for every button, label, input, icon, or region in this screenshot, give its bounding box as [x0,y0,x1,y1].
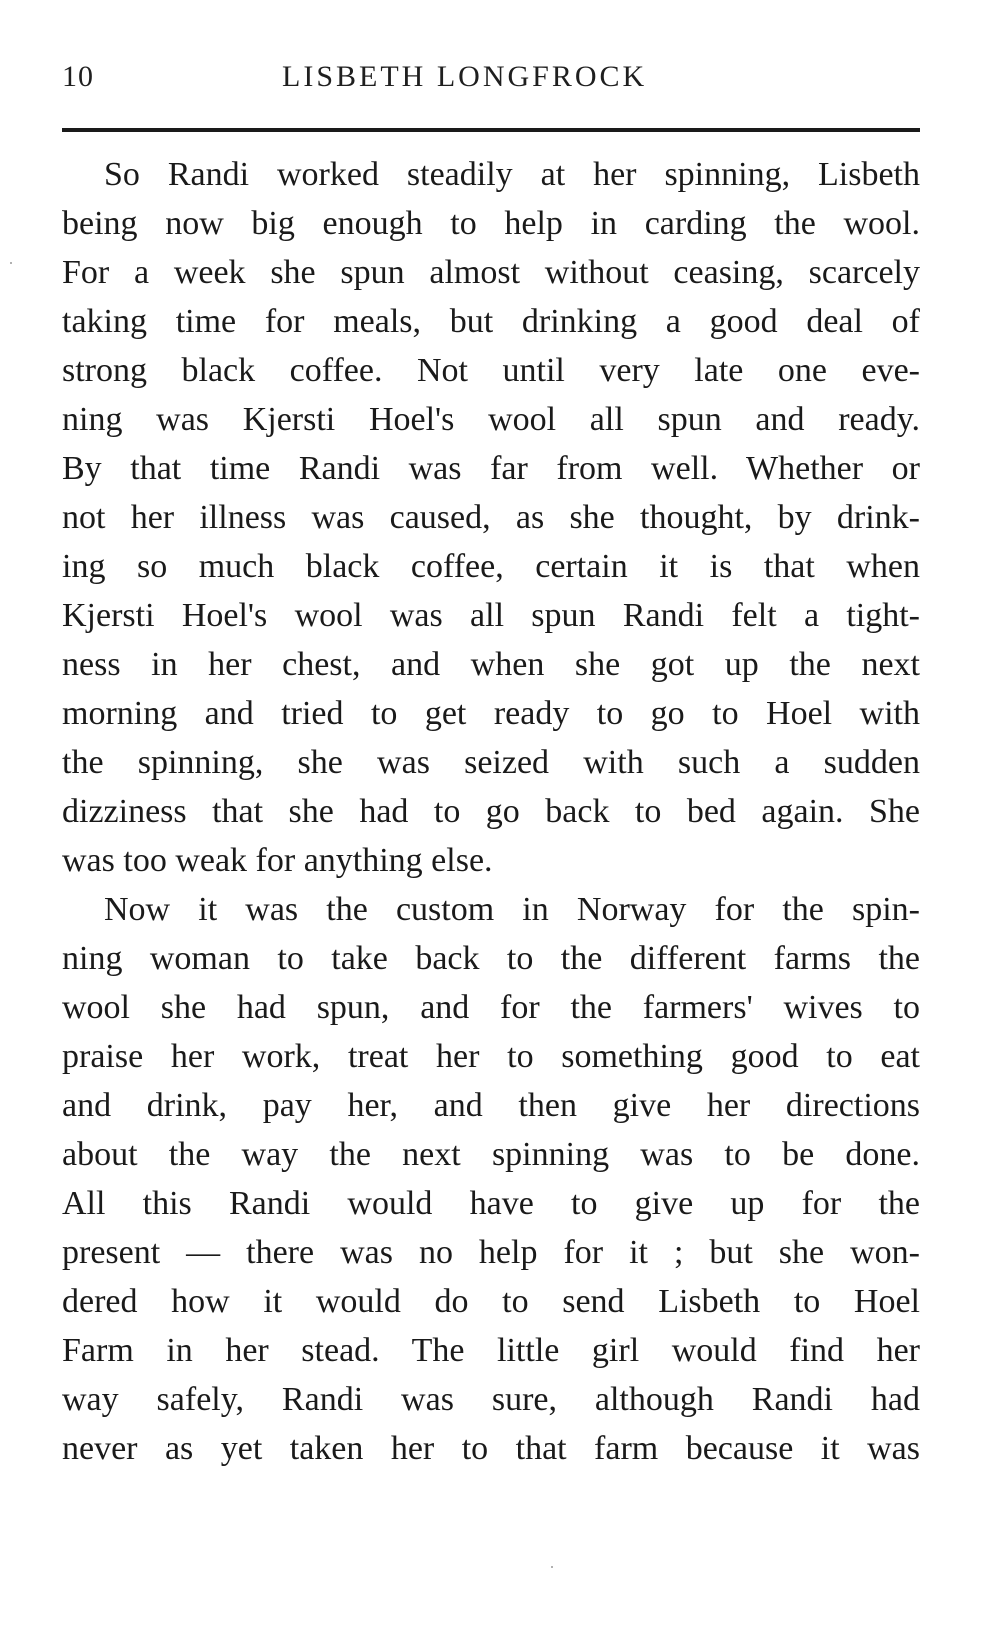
text-line: strong black coffee. Not until very late one eve- [62,352,920,389]
page-number: 10 [62,60,94,93]
text-line: For a week she spun almost without ceasing, scarcely [62,254,920,291]
text-line: wool she had spun, and for the farmers' wives to [62,989,920,1026]
text-line: the spinning, she was seized with such a sudden [62,744,920,781]
text-line: morning and tried to get ready to go to Hoel with [62,695,920,732]
text-line: way safely, Randi was sure, although Randi had [62,1381,920,1418]
paper-speck [10,262,12,264]
text-line: ning was Kjersti Hoel's wool all spun and ready. [62,401,920,438]
text-line: ing so much black coffee, certain it is that when [62,548,920,585]
running-head [62,56,918,104]
text-line: taking time for meals, but drinking a good deal of [62,303,920,340]
header-rule [62,128,920,132]
text-line: dered how it would do to send Lisbeth to Hoel [62,1283,920,1320]
text-line: By that time Randi was far from well. Whether or [62,450,920,487]
text-line: was too weak for anything else. [62,842,493,879]
text-line: dizziness that she had to go back to bed again. She [62,793,920,830]
text-line: not her illness was caused, as she thought, by drink- [62,499,920,536]
body-text [62,150,920,1473]
text-line: All this Randi would have to give up for the [62,1185,920,1222]
text-line: ness in her chest, and when she got up the next [62,646,920,683]
paper-speck [551,1566,553,1568]
text-line: Now it was the custom in Norway for the spin- [104,891,920,928]
paragraph-1 [62,150,920,885]
text-line: ning woman to take back to the different farms the [62,940,920,977]
text-line: and drink, pay her, and then give her directions [62,1087,920,1124]
paragraph-2 [62,885,920,1473]
text-line: Farm in her stead. The little girl would find her [62,1332,920,1369]
text-line: Kjersti Hoel's wool was all spun Randi felt a tight- [62,597,920,634]
text-line: praise her work, treat her to something good to eat [62,1038,920,1075]
text-line: So Randi worked steadily at her spinning, Lisbeth [104,156,920,193]
text-line: present — there was no help for it ; but she won- [62,1234,920,1271]
text-line: being now big enough to help in carding the wool. [62,205,920,242]
text-line: never as yet taken her to that farm because it was [62,1430,920,1467]
text-line: about the way the next spinning was to be done. [62,1136,920,1173]
running-title: LISBETH LONGFROCK [282,60,648,93]
